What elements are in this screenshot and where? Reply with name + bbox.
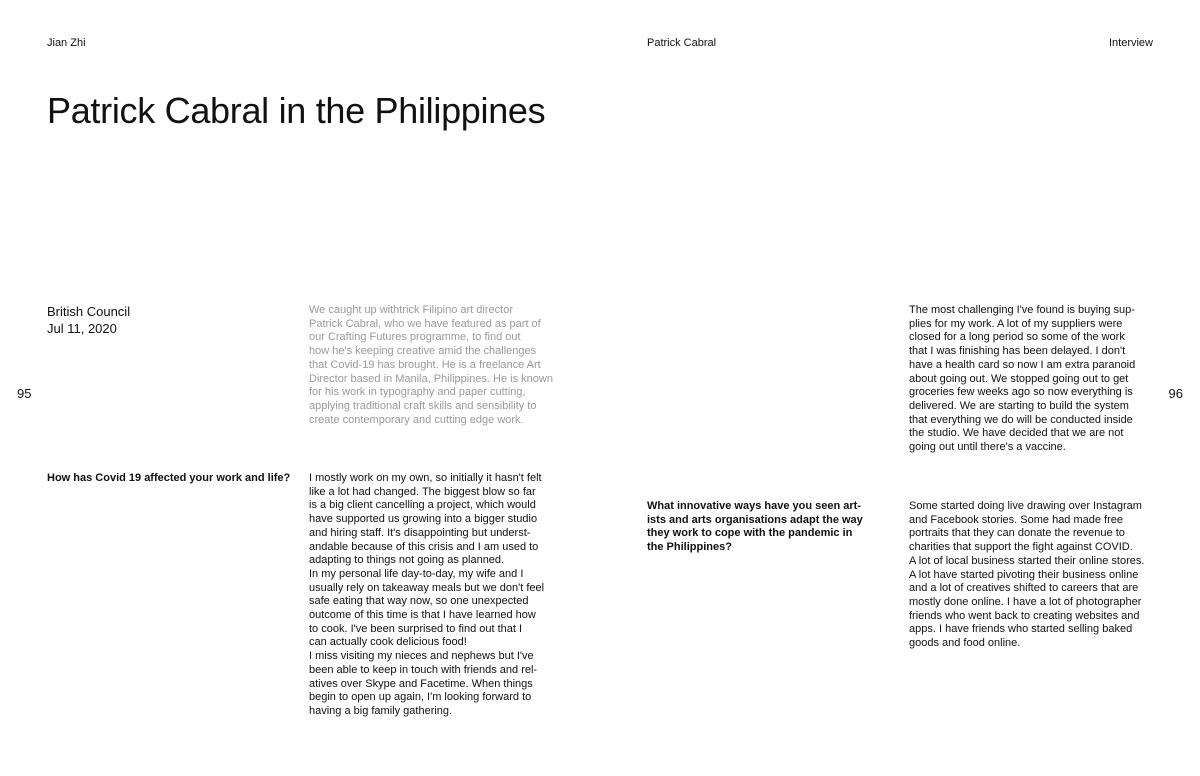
page-title: Patrick Cabral in the Philippines [47,90,546,131]
header-right: Interview [1108,37,1153,49]
answer-1-continued: The most challenging I've found is buying sup- plies for my work. A lot of my suppliers were closed for a long period so some of the work that I was finishing has been delayed. I don't have a health card so now I am extra paranoid about going out. We stopped going out to get groceries few weeks ago so now everything is delivered. We are starting to build the system that everything we do will be conducted inside the studio. We have decided that we are not going out until there's a vaccine. [909,304,1136,454]
meta-date: Jul 11, 2020 [47,321,117,336]
answer-1: I mostly work on my own, so initially it hasn't felt like a lot had changed. The biggest blow so far is a big client cancelling a project, which would have supported us growing into a bigger studio and hiring staff. It's disappointing but underst- andable because of this crisis and I am used to adapting to things not going as planned. In my personal life day-to-day, my wife and I usually rely on takeaway meals but we don't feel safe eating that way now, so one unexpected outcome of this time is that I have learned how to cook. I've been surprised to find out that I can actually cook delicious food! I miss visiting my nieces and nephews but I've been able to keep in touch with friends and rel- atives over Skype and Facetime. When things begin to open up again, I'm looking forward to having a big family gathering. [309,472,545,717]
page-number-left: 95 [17,386,32,401]
page-number-right: 96 [1168,386,1183,401]
header-center: Patrick Cabral [647,37,717,49]
question-1: How has Covid 19 affected your work and life? [47,472,291,484]
meta-org: British Council [47,304,131,319]
article-meta [47,303,130,337]
question-2: What innovative ways have you seen art- ists and arts organisations adapt the way they work to cope with the pandemic in the Philippines? [647,500,863,554]
answer-2: Some started doing live drawing over Instagram and Facebook stories. Some had made free portraits that they can donate the revenue to charities that support the fight against COVID. A lot of local business started their online stores. A lot have started pivoting their business online and a lot of creatives shifted to careers that are mostly done online. I have a lot of photographer friends who went back to creating websites and apps. I have friends who started selling baked goods and food online. [909,500,1145,650]
header-left: Jian Zhi [47,37,86,49]
intro-paragraph: We caught up withtrick Filipino art director Patrick Cabral, who we have featured as part of our Crafting Futures programme, to find out how he's keeping creative amid the challenges that Covid-19 has brought. He is a freelance Art Director based in Manila, Philippines. He is known for his work in typography and paper cutting, applying traditional craft skills and sensibility to create contemporary and cutting edge work. [309,304,553,426]
